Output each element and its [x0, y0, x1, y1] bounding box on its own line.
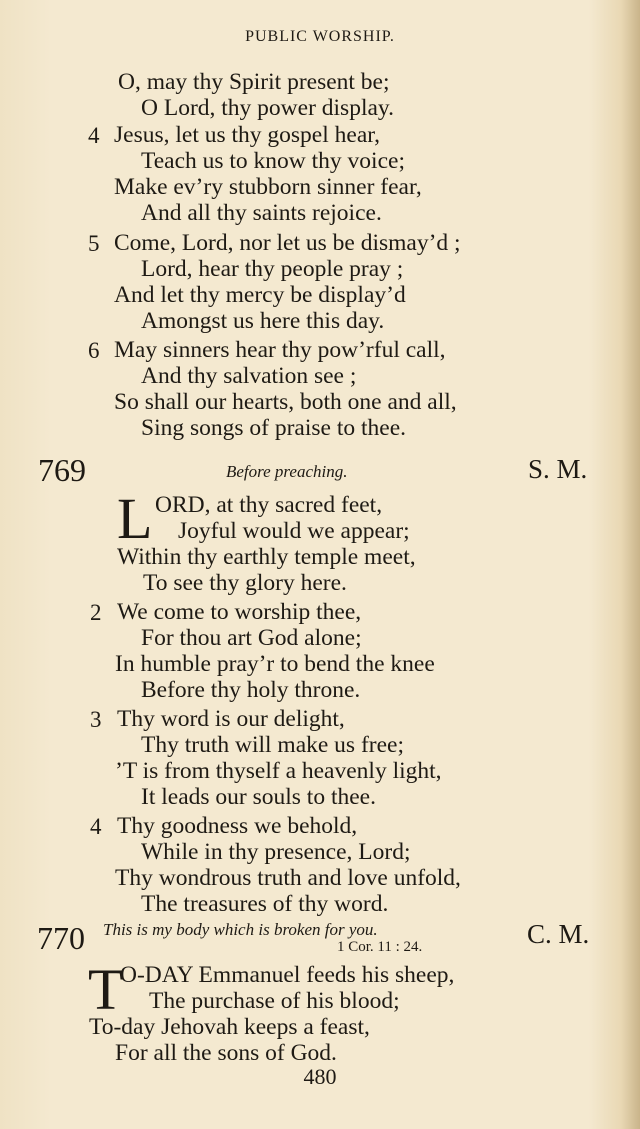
stanza-line: So shall our hearts, both one and all,: [114, 389, 457, 415]
scripture-reference: 1 Cor. 11 : 24.: [337, 939, 423, 955]
stanza-number: 2: [90, 600, 102, 625]
hymn-meter: C. M.: [527, 919, 590, 949]
stanza-number: 4: [90, 814, 102, 839]
stanza-line: To-day Jehovah keeps a feast,: [89, 1014, 370, 1040]
stanza-line: Joyful would we appear;: [178, 518, 410, 544]
stanza-line: Jesus, let us thy gospel hear,: [114, 122, 381, 148]
hymn-title: This is my body which is broken for you.: [103, 920, 378, 939]
hymn-number: 769: [38, 452, 86, 488]
stanza-line: For all the sons of God.: [115, 1040, 337, 1066]
drop-cap: T: [88, 957, 124, 1022]
hymn-title: Before preaching.: [226, 462, 348, 481]
stanza-line: May sinners hear thy pow’rful call,: [114, 337, 446, 363]
stanza-line: While in thy presence, Lord;: [141, 839, 411, 865]
stanza-line: ’T is from thyself a heavenly light,: [115, 758, 442, 784]
stanza-line: O-DAY Emmanuel feeds his sheep,: [120, 962, 455, 988]
stanza-line: Come, Lord, nor let us be dismay’d ;: [114, 230, 461, 256]
stanza-line: For thou art God alone;: [141, 625, 362, 651]
stanza-line: We come to worship thee,: [117, 599, 362, 625]
stanza-line: O Lord, thy power display.: [141, 95, 395, 121]
hymn-meter: S. M.: [528, 454, 588, 484]
page-number: 480: [303, 1064, 337, 1089]
stanza-number: 5: [88, 231, 100, 256]
stanza-line: Thy goodness we behold,: [117, 813, 358, 839]
stanza-line: Thy truth will make us free;: [141, 732, 404, 758]
stanza-line: And thy salvation see ;: [141, 363, 357, 389]
stanza-number: 3: [90, 707, 102, 732]
stanza-line: ORD, at thy sacred feet,: [155, 492, 383, 518]
stanza-line: The treasures of thy word.: [141, 891, 389, 917]
stanza-line: And all thy saints rejoice.: [141, 200, 382, 226]
stanza-line: O, may thy Spirit present be;: [118, 69, 390, 95]
stanza-line: In humble pray’r to bend the knee: [115, 651, 435, 677]
stanza-line: Teach us to know thy voice;: [141, 148, 405, 174]
hymn-number: 770: [37, 920, 85, 956]
stanza-line: Before thy holy throne.: [141, 677, 361, 703]
stanza-line: Amongst us here this day.: [141, 308, 385, 334]
stanza-line: Thy word is our delight,: [117, 706, 345, 732]
stanza-line: To see thy glory here.: [143, 570, 347, 596]
stanza-line: Thy wondrous truth and love unfold,: [115, 865, 461, 891]
stanza-line: And let thy mercy be display’d: [114, 282, 406, 308]
stanza-line: It leads our souls to thee.: [141, 784, 376, 810]
stanza-line: Make ev’ry stubborn sinner fear,: [114, 174, 422, 200]
running-head: PUBLIC WORSHIP.: [245, 28, 395, 45]
stanza-line: Sing songs of praise to thee.: [141, 415, 406, 441]
stanza-line: Within thy earthly temple meet,: [117, 544, 416, 570]
stanza-number: 6: [88, 338, 100, 363]
stanza-line: Lord, hear thy people pray ;: [141, 256, 404, 282]
stanza-line: The purchase of his blood;: [149, 988, 400, 1014]
stanza-number: 4: [88, 123, 100, 148]
drop-cap: L: [117, 486, 153, 551]
